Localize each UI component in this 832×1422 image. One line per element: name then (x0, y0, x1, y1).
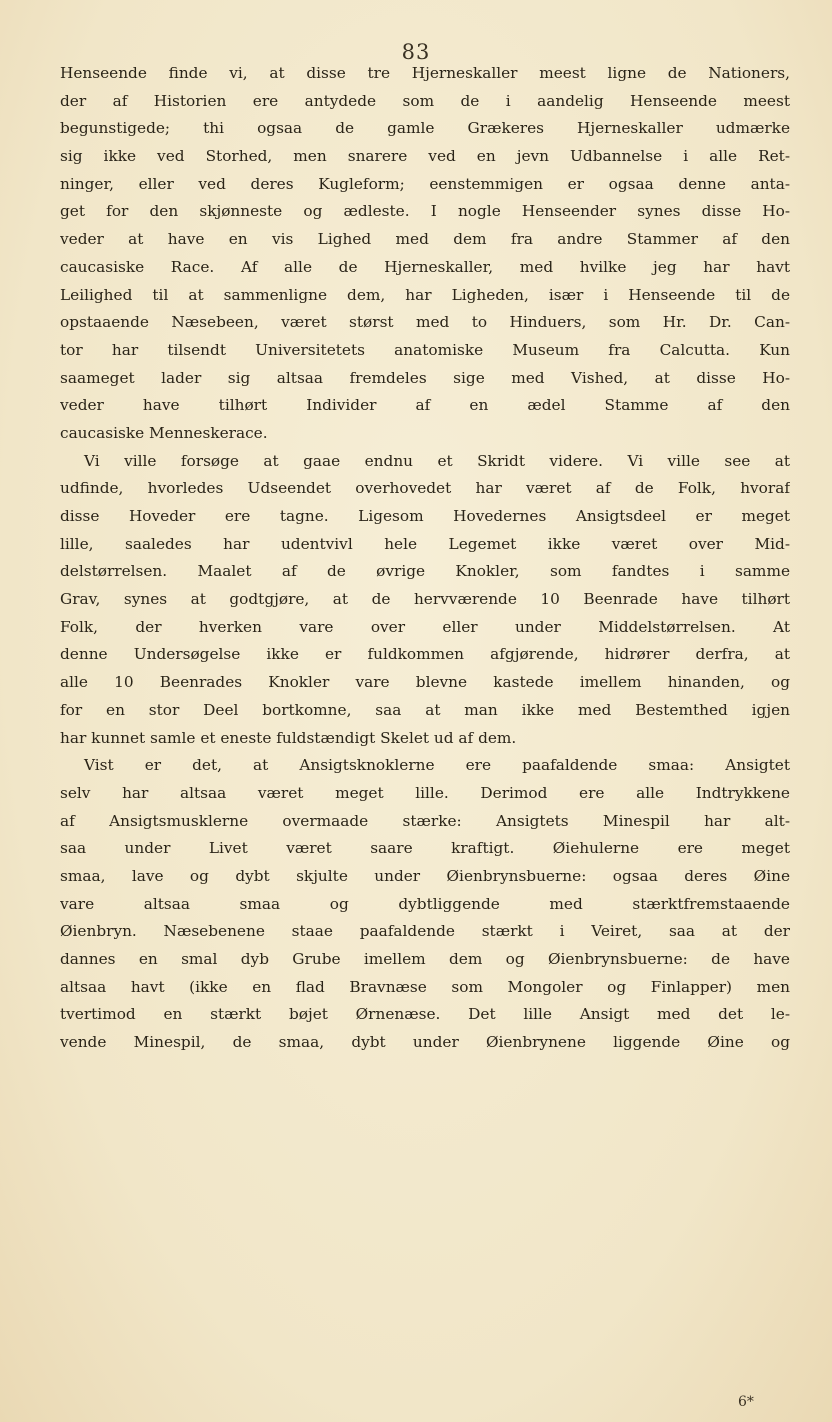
text-line: denne Undersøgelse ikke er fuldkommen afgjørende, hidrører derfra, at (60, 645, 790, 664)
signature-mark: 6* (738, 1394, 754, 1410)
text-line: caucasiske Race. Af alle de Hjerneskaller, med hvilke jeg har havt (60, 257, 790, 276)
text-line: dannes en smal dyb Grube imellem dem og Øienbrynsbuerne: de have (60, 950, 790, 968)
text-line: saa under Livet været saare kraftigt. Øiehulerne ere meget (60, 839, 790, 858)
text-line: alle 10 Beenrades Knokler vare blevne kastede imellem hinanden, og (60, 673, 790, 692)
text-line: lille, saaledes har udentvivl hele Legemet ikke været over Mid- (60, 534, 790, 553)
text-line: disse Hoveder ere tagne. Ligesom Hovedernes Ansigtsdeel er meget (60, 507, 790, 525)
text-line: har kunnet samle et eneste fuldstændigt Skelet ud af dem. (60, 728, 517, 747)
text-line: Vi ville forsøge at gaae endnu et Skridt videre. Vi ville see at (84, 451, 790, 470)
text-line: tvertimod en stærkt bøjet Ørnenæse. Det lille Ansigt med det le- (60, 1005, 790, 1024)
page-number: 83 (401, 40, 431, 64)
text-line: Folk, der hverken vare over eller under Middelstørrelsen. At (60, 617, 790, 636)
text-line: Øienbryn. Næsebenene staae paafaldende stærkt i Veiret, saa at der (60, 922, 790, 941)
text-line: udfinde, hvorledes Udseendet overhovedet har været af de Folk, hvoraf (60, 479, 790, 498)
text-line: veder at have en vis Lighed med dem fra andre Stammer af den (60, 230, 790, 249)
text-line: begunstigede; thi ogsaa de gamle Grækeres Hjerneskaller udmærke (60, 119, 790, 138)
text-line: tor har tilsendt Universitetets anatomiske Museum fra Calcutta. Kun (60, 340, 790, 359)
text-line: Grav, synes at godtgjøre, at de hervværende 10 Beenrade have tilhørt (60, 590, 790, 609)
text-line: vare altsaa smaa og dybtliggende med stærktfremstaaende (60, 894, 790, 913)
text-line: der af Historien ere antydede som de i aandelig Henseende meest (60, 91, 790, 110)
text-line: Vist er det, at Ansigtsknoklerne ere paafaldende smaa: Ansigtet (84, 756, 790, 775)
text-line: Leilighed til at sammenligne dem, har Ligheden, især i Henseende til de (60, 285, 790, 304)
text-line: selv har altsaa været meget lille. Derimod ere alle Indtrykkene (60, 783, 790, 802)
text-line: vende Minespil, de smaa, dybt under Øienbrynene liggende Øine og (60, 1033, 790, 1052)
text-line: saameget lader sig altsaa fremdeles sige med Vished, at disse Ho- (60, 368, 790, 387)
text-line: sig ikke ved Storhed, men snarere ved en jevn Udbannelse i alle Ret- (60, 147, 790, 166)
text-line: ninger, eller ved deres Kugleform; eenstemmigen er ogsaa denne anta- (60, 174, 790, 193)
text-line: get for den skjønneste og ædleste. I nogle Henseender synes disse Ho- (60, 202, 790, 221)
text-line: caucasiske Menneskerace. (60, 423, 268, 442)
text-line: Henseende finde vi, at disse tre Hjerneskaller meest ligne de Nationers, (60, 64, 790, 82)
text-line: veder have tilhørt Individer af en ædel Stamme af den (60, 396, 790, 415)
text-line: for en stor Deel bortkomne, saa at man ikke med Bestemthed igjen (60, 700, 790, 719)
text-line: opstaaende Næsebeen, været størst med to Hinduers, som Hr. Dr. Can- (60, 313, 790, 332)
text-line: smaa, lave og dybt skjulte under Øienbrynsbuerne: ogsaa deres Øine (60, 866, 790, 885)
text-line: delstørrelsen. Maalet af de øvrige Knokler, som fandtes i samme (60, 562, 790, 581)
text-line: af Ansigtsmusklerne overmaade stærke: Ansigtets Minespil har alt- (60, 811, 790, 830)
body-text (60, 60, 790, 1057)
text-line: altsaa havt (ikke en flad Bravnæse som Mongoler og Finlapper) men (60, 977, 790, 996)
